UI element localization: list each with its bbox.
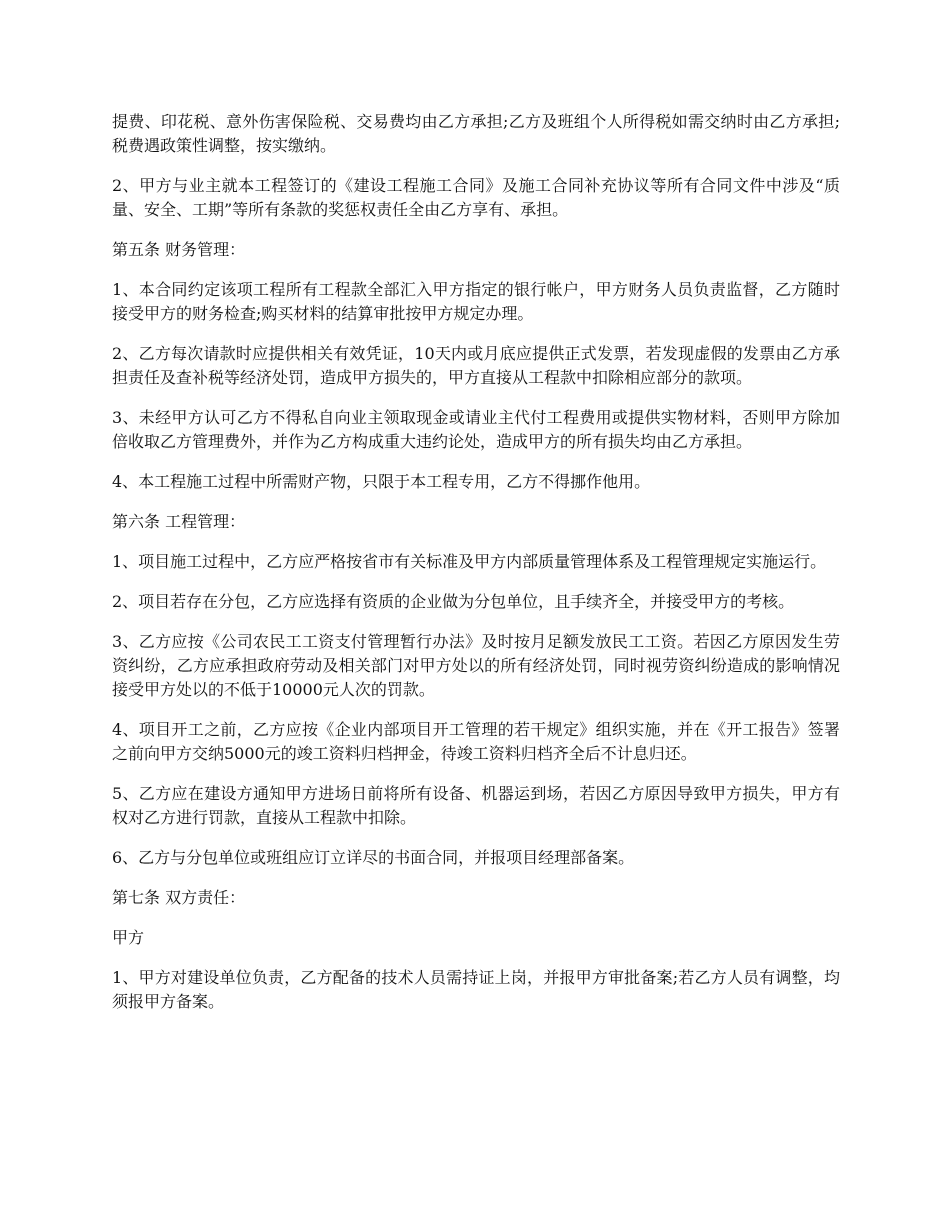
paragraph-article4-item2: 2、甲方与业主就本工程签订的《建设工程施工合同》及施工合同补充协议等所有合同文件中涉及“质量、安全、工期”等所有条款的奖惩权责任全由乙方享有、承担。 — [112, 176, 840, 219]
document-page — [112, 110, 840, 1030]
paragraph-article6-item6: 6、乙方与分包单位或班组应订立详尽的书面合同，并报项目经理部备案。 — [112, 848, 635, 867]
paragraph-article6-item2: 2、项目若存在分包，乙方应选择有资质的企业做为分包单位，且手续齐全，并接受甲方的考核。 — [112, 592, 795, 611]
paragraph-article5-item2: 2、乙方每次请款时应提供相关有效凭证，10天内或月底应提供正式发票，若发现虚假的发票由乙方承担责任及查补税等经济处罚，造成甲方损失的，甲方直接从工程款中扣除相应部分的款项。 — [112, 344, 840, 387]
heading-article7: 第七条 双方责任： — [112, 888, 246, 907]
paragraph-article6-item5: 5、乙方应在建设方通知甲方进场日前将所有设备、机器运到场，若因乙方原因导致甲方损失，甲方有权对乙方进行罚款，直接从工程款中扣除。 — [112, 784, 840, 827]
paragraph-article7-party-a-item1: 1、甲方对建设单位负责，乙方配备的技术人员需持证上岗，并报甲方审批备案;若乙方人员有调整，均须报甲方备案。 — [112, 968, 840, 1011]
subheading-party-a: 甲方 — [112, 928, 145, 947]
paragraph-article5-item3: 3、未经甲方认可乙方不得私自向业主领取现金或请业主代付工程费用或提供实物材料，否则甲方除加倍收取乙方管理费外，并作为乙方构成重大违约论处，造成甲方的所有损失均由乙方承担。 — [112, 408, 840, 451]
paragraph-article5-item4: 4、本工程施工过程中所需财产物，只限于本工程专用，乙方不得挪作他用。 — [112, 472, 651, 491]
heading-article6: 第六条 工程管理： — [112, 512, 246, 531]
paragraph-article5-item1: 1、本合同约定该项工程所有工程款全部汇入甲方指定的银行帐户，甲方财务人员负责监督，乙方随时接受甲方的财务检查;购买材料的结算审批按甲方规定办理。 — [112, 280, 840, 323]
paragraph-tax-continuation: 提费、印花税、意外伤害保险税、交易费均由乙方承担;乙方及班组个人所得税如需交纳时由乙方承担;税费遇政策性调整，按实缴纳。 — [112, 112, 840, 155]
paragraph-article6-item4: 4、项目开工之前，乙方应按《企业内部项目开工管理的若干规定》组织实施，并在《开工报告》签署之前向甲方交纳5000元的竣工资料归档押金，待竣工资料归档齐全后不计息归还。 — [112, 720, 840, 763]
heading-article5: 第五条 财务管理： — [112, 240, 246, 259]
paragraph-article6-item3: 3、乙方应按《公司农民工工资支付管理暂行办法》及时按月足额发放民工工资。若因乙方原因发生劳资纠纷，乙方应承担政府劳动及相关部门对甲方处以的所有经济处罚，同时视劳资纠纷造成的影响情况接受甲方处以的不低于10000元人次的罚款。 — [112, 632, 840, 699]
paragraph-article6-item1: 1、项目施工过程中，乙方应严格按省市有关标准及甲方内部质量管理体系及工程管理规定实施运行。 — [112, 552, 827, 571]
